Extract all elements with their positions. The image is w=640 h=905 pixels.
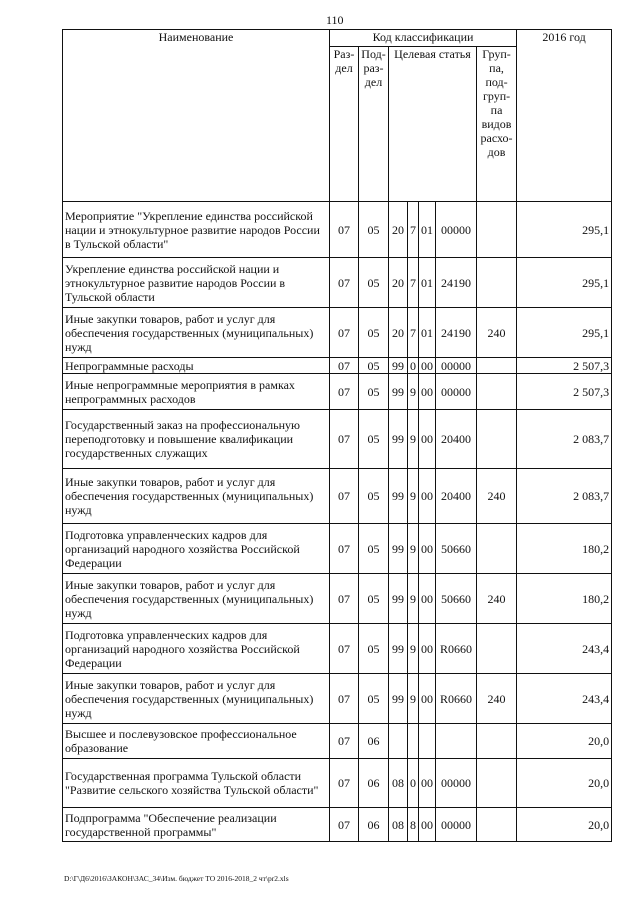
row-section: 07 (330, 358, 359, 374)
row-target-event: 00 (419, 759, 436, 808)
row-amount: 20,0 (517, 759, 612, 808)
row-subsection: 05 (359, 258, 389, 308)
header-expense-group: Груп- па, под- груп- па видов расхо- дов (477, 47, 517, 202)
table-row (63, 374, 612, 410)
row-name: Государственный заказ на профессиональную переподготовку и повышение квалификации государственных служащих (63, 410, 330, 469)
row-section: 07 (330, 724, 359, 759)
row-target-program: 99 (389, 374, 408, 410)
row-target-event: 00 (419, 524, 436, 574)
row-target-event: 00 (419, 410, 436, 469)
row-name: Иные закупки товаров, работ и услуг для обеспечения государственных (муниципальных) нужд (63, 469, 330, 524)
table-row (63, 624, 612, 674)
table-row (63, 674, 612, 724)
table-row (63, 724, 612, 759)
row-target-program: 99 (389, 469, 408, 524)
row-target-program: 20 (389, 258, 408, 308)
table-row (63, 308, 612, 358)
row-target-program: 99 (389, 524, 408, 574)
row-amount: 2 507,3 (517, 358, 612, 374)
row-subsection: 06 (359, 724, 389, 759)
row-target-direction: 20400 (436, 469, 477, 524)
row-amount: 243,4 (517, 624, 612, 674)
row-expense-group (477, 808, 517, 842)
table-row (63, 574, 612, 624)
row-subsection: 05 (359, 574, 389, 624)
row-section: 07 (330, 524, 359, 574)
row-target-subprogram: 0 (408, 759, 419, 808)
header-section: Раз- дел (330, 47, 359, 202)
row-subsection: 05 (359, 624, 389, 674)
row-target-event: 00 (419, 469, 436, 524)
row-section: 07 (330, 374, 359, 410)
row-expense-group: 240 (477, 574, 517, 624)
row-target-direction: 00000 (436, 808, 477, 842)
row-amount: 2 507,3 (517, 374, 612, 410)
row-target-event: 01 (419, 202, 436, 258)
row-expense-group (477, 258, 517, 308)
row-subsection: 05 (359, 469, 389, 524)
table-row (63, 469, 612, 524)
row-amount: 2 083,7 (517, 410, 612, 469)
row-target-event: 00 (419, 374, 436, 410)
row-target-subprogram: 9 (408, 524, 419, 574)
row-subsection: 05 (359, 374, 389, 410)
row-target-direction: 20400 (436, 410, 477, 469)
row-subsection: 05 (359, 524, 389, 574)
row-expense-group (477, 374, 517, 410)
row-section: 07 (330, 202, 359, 258)
page-number: 110 (326, 13, 344, 27)
row-subsection: 06 (359, 808, 389, 842)
row-target-subprogram: 9 (408, 410, 419, 469)
row-target-program (389, 724, 408, 759)
row-target-program: 99 (389, 624, 408, 674)
row-subsection: 05 (359, 358, 389, 374)
row-target-direction: 50660 (436, 574, 477, 624)
row-target-event: 00 (419, 808, 436, 842)
row-subsection: 05 (359, 410, 389, 469)
row-expense-group (477, 524, 517, 574)
row-target-subprogram: 9 (408, 374, 419, 410)
row-target-event: 01 (419, 308, 436, 358)
row-name: Иные непрограммные мероприятия в рамках непрограммных расходов (63, 374, 330, 410)
row-target-program: 20 (389, 308, 408, 358)
row-amount: 180,2 (517, 574, 612, 624)
table-row (63, 410, 612, 469)
row-target-direction: 24190 (436, 258, 477, 308)
row-target-direction: 00000 (436, 759, 477, 808)
row-target-event (419, 724, 436, 759)
row-amount: 2 083,7 (517, 469, 612, 524)
row-subsection: 05 (359, 202, 389, 258)
row-target-direction: 50660 (436, 524, 477, 574)
row-target-subprogram: 9 (408, 574, 419, 624)
row-target-program: 20 (389, 202, 408, 258)
row-target-subprogram: 0 (408, 358, 419, 374)
row-amount: 20,0 (517, 808, 612, 842)
row-section: 07 (330, 624, 359, 674)
header-target-article: Целевая статья (389, 47, 477, 202)
row-subsection: 06 (359, 759, 389, 808)
row-expense-group: 240 (477, 308, 517, 358)
row-expense-group (477, 724, 517, 759)
row-target-direction: R0660 (436, 624, 477, 674)
row-target-subprogram: 9 (408, 469, 419, 524)
row-target-direction: 00000 (436, 374, 477, 410)
row-target-event: 00 (419, 358, 436, 374)
row-target-program: 99 (389, 674, 408, 724)
row-target-direction (436, 724, 477, 759)
row-section: 07 (330, 759, 359, 808)
row-target-subprogram: 7 (408, 202, 419, 258)
row-target-event: 00 (419, 574, 436, 624)
row-name: Высшее и послевузовское профессиональное образование (63, 724, 330, 759)
row-amount: 20,0 (517, 724, 612, 759)
table-row (63, 202, 612, 258)
row-target-subprogram (408, 724, 419, 759)
row-amount: 180,2 (517, 524, 612, 574)
table-row (63, 358, 612, 374)
row-target-subprogram: 7 (408, 308, 419, 358)
row-amount: 295,1 (517, 258, 612, 308)
row-expense-group (477, 410, 517, 469)
row-expense-group: 240 (477, 469, 517, 524)
row-name: Непрограммные расходы (63, 358, 330, 374)
budget-table (62, 29, 612, 842)
row-name: Подготовка управленческих кадров для организаций народного хозяйства Российской Федерации (63, 624, 330, 674)
row-section: 07 (330, 674, 359, 724)
table-row (63, 524, 612, 574)
row-amount: 295,1 (517, 308, 612, 358)
header-year: 2016 год (517, 30, 612, 202)
row-name: Государственная программа Тульской области "Развитие сельского хозяйства Тульской области" (63, 759, 330, 808)
row-target-direction: R0660 (436, 674, 477, 724)
row-subsection: 05 (359, 308, 389, 358)
row-name: Укрепление единства российской нации и этнокультурное развитие народов России в Тульской области (63, 258, 330, 308)
row-section: 07 (330, 308, 359, 358)
row-expense-group (477, 759, 517, 808)
row-target-program: 99 (389, 574, 408, 624)
row-section: 07 (330, 410, 359, 469)
row-target-program: 08 (389, 808, 408, 842)
table-row (63, 808, 612, 842)
row-target-program: 99 (389, 410, 408, 469)
row-target-direction: 24190 (436, 308, 477, 358)
header-name: Наименование (63, 30, 330, 202)
row-target-direction: 00000 (436, 202, 477, 258)
row-expense-group: 240 (477, 674, 517, 724)
row-expense-group (477, 358, 517, 374)
row-expense-group (477, 202, 517, 258)
row-section: 07 (330, 258, 359, 308)
row-subsection: 05 (359, 674, 389, 724)
table-row (63, 258, 612, 308)
row-section: 07 (330, 808, 359, 842)
row-name: Иные закупки товаров, работ и услуг для обеспечения государственных (муниципальных) нужд (63, 574, 330, 624)
row-target-subprogram: 7 (408, 258, 419, 308)
row-name: Мероприятие "Укрепление единства российской нации и этнокультурное развитие народов России в Тульской области" (63, 202, 330, 258)
header-classification: Код классификации (330, 30, 517, 47)
header-subsection: Под- раз- дел (359, 47, 389, 202)
row-name: Иные закупки товаров, работ и услуг для обеспечения государственных (муниципальных) нужд (63, 674, 330, 724)
row-section: 07 (330, 469, 359, 524)
row-target-direction: 00000 (436, 358, 477, 374)
row-target-subprogram: 9 (408, 674, 419, 724)
row-target-program: 08 (389, 759, 408, 808)
row-expense-group (477, 624, 517, 674)
row-amount: 295,1 (517, 202, 612, 258)
file-path-footer: D:\Г\Д6\2016\ЗАКОН\ЗАС_34\Изм. бюджет ТО 2016-2018_2 чт\pr2.xls (64, 874, 289, 883)
row-name: Подготовка управленческих кадров для организаций народного хозяйства Российской Федерации (63, 524, 330, 574)
row-target-subprogram: 9 (408, 624, 419, 674)
row-section: 07 (330, 574, 359, 624)
row-target-event: 01 (419, 258, 436, 308)
row-target-event: 00 (419, 674, 436, 724)
row-amount: 243,4 (517, 674, 612, 724)
row-target-program: 99 (389, 358, 408, 374)
row-name: Подпрограмма "Обеспечение реализации государственной программы" (63, 808, 330, 842)
row-target-event: 00 (419, 624, 436, 674)
table-row (63, 759, 612, 808)
row-target-subprogram: 8 (408, 808, 419, 842)
row-name: Иные закупки товаров, работ и услуг для обеспечения государственных (муниципальных) нужд (63, 308, 330, 358)
